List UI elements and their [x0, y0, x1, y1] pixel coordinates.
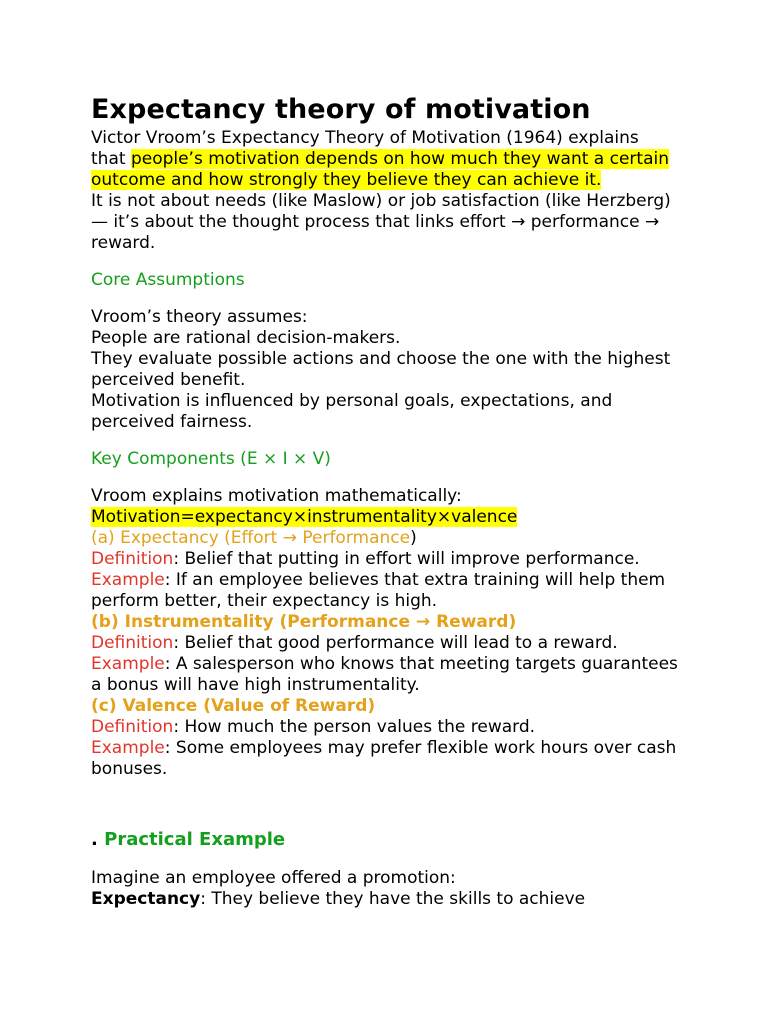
formula-line: [91, 507, 691, 528]
core-item: They evaluate possible actions and choose the one with the highest perceived benefit.: [91, 349, 671, 390]
definition-instrumentality: Definition: Belief that good performance will lead to a reward.: [91, 633, 618, 653]
example-label: Example: [91, 570, 165, 590]
example-instrumentality: Example: A salesperson who knows that meeting targets guarantees a bonus will have high instrumentality.: [91, 654, 678, 695]
core-item: People are rational decision-makers.: [91, 328, 401, 348]
component-title-valence: (c) Valence (Value of Reward): [91, 696, 376, 716]
practical-lead: Imagine an employee offered a promotion:: [91, 868, 456, 888]
intro-paragraph: [91, 128, 691, 191]
component-title-expectancy: (a) Expectancy (Effort → Performance): [91, 528, 417, 548]
formula: Motivation=expectancy×instrumentality×valence: [91, 507, 518, 527]
example-expectancy: Example: If an employee believes that extra training will help them perform better, their expectancy is high.: [91, 570, 666, 611]
definition-label: Definition: [91, 549, 174, 569]
example-valence: Example: Some employees may prefer flexible work hours over cash bonuses.: [91, 738, 677, 779]
core-item: Motivation is influenced by personal goals, expectations, and perceived fairness.: [91, 391, 613, 432]
key-components-heading: Key Components (E × I × V): [91, 449, 331, 469]
core-assumptions-heading: Core Assumptions: [91, 270, 245, 290]
intro-prefix: that: [91, 149, 131, 169]
definition-valence: Definition: How much the person values the reward.: [91, 717, 536, 737]
example-label: Example: [91, 654, 165, 674]
page-title: Expectancy theory of motivation: [91, 94, 591, 125]
practical-example-heading: . Practical Example: [91, 829, 286, 850]
definition-label: Definition: [91, 717, 174, 737]
practical-expectancy: Expectancy: They believe they have the skills to achieve: [91, 889, 586, 909]
core-lead: Vroom’s theory assumes:: [91, 307, 308, 327]
highlighted-text: people’s motivation depends on how much they want a certain outcome and how strongly they believe they can achieve it.: [91, 149, 669, 190]
expectancy-label: Expectancy: [91, 889, 201, 909]
example-label: Example: [91, 738, 165, 758]
component-title-instrumentality: (b) Instrumentality (Performance → Reward): [91, 612, 517, 632]
key-lead: Vroom explains motivation mathematically:: [91, 486, 462, 506]
document-content: [91, 92, 691, 910]
definition-label: Definition: [91, 633, 174, 653]
intro-line-1: Victor Vroom’s Expectancy Theory of Motivation (1964) explains: [91, 128, 639, 148]
definition-expectancy: Definition: Belief that putting in effort will improve performance.: [91, 549, 640, 569]
intro-paragraph-2: It is not about needs (like Maslow) or job satisfaction (like Herzberg) — it’s about the thought process that links effort → performance → reward.: [91, 191, 671, 253]
